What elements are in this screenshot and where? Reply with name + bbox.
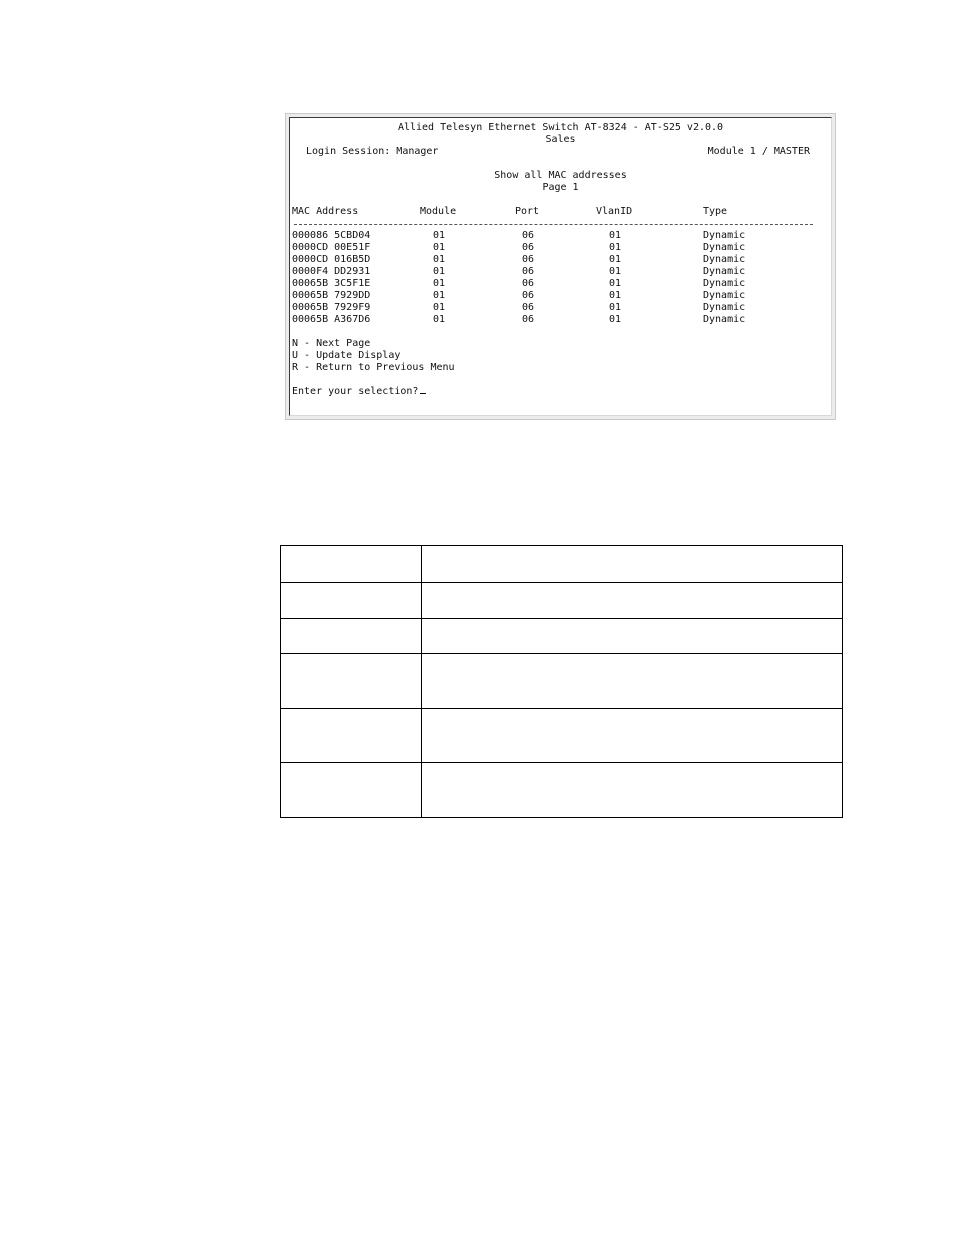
cell-type: Dynamic	[703, 266, 746, 277]
description-table	[280, 545, 843, 818]
cell-port: 06	[522, 302, 535, 313]
cell-mac-address: 0000CD 016B5D	[292, 254, 371, 265]
cell-mac-address: 00065B 7929DD	[292, 290, 371, 301]
cell-type: Dynamic	[703, 242, 746, 253]
cell-vlanid: 01	[609, 278, 622, 289]
cell-type: Dynamic	[703, 314, 746, 325]
cell-vlanid: 01	[609, 242, 622, 253]
table-row	[281, 654, 843, 709]
cell-mac-address: 000086 5CBD04	[292, 230, 371, 241]
table-cell-description	[422, 709, 843, 763]
column-header-module: Module	[420, 206, 457, 217]
table-row	[281, 763, 843, 818]
table-cell-label	[281, 654, 422, 709]
cell-type: Dynamic	[703, 302, 746, 313]
cell-port: 06	[522, 314, 535, 325]
cell-type: Dynamic	[703, 230, 746, 241]
cell-port: 06	[522, 230, 535, 241]
page-label: Page 1	[542, 182, 579, 193]
table-row	[281, 709, 843, 763]
column-header-mac-address: MAC Address	[292, 206, 359, 217]
cell-module: 01	[433, 290, 446, 301]
cell-module: 01	[433, 314, 446, 325]
cell-mac-address: 00065B 3C5F1E	[292, 278, 371, 289]
table-cell-description	[422, 546, 843, 583]
selection-prompt-text: Enter your selection?	[292, 386, 419, 397]
cell-module: 01	[433, 278, 446, 289]
cell-vlanid: 01	[609, 314, 622, 325]
option-next-page[interactable]: N - Next Page	[292, 338, 371, 349]
table-row	[281, 619, 843, 654]
cell-mac-address: 0000F4 DD2931	[292, 266, 371, 277]
cell-port: 06	[522, 254, 535, 265]
cell-mac-address: 00065B 7929F9	[292, 302, 371, 313]
table-row	[281, 583, 843, 619]
cell-vlanid: 01	[609, 266, 622, 277]
table-cell-description	[422, 619, 843, 654]
cell-type: Dynamic	[703, 278, 746, 289]
cell-mac-address: 00065B A367D6	[292, 314, 371, 325]
table-cell-label	[281, 619, 422, 654]
cell-vlanid: 01	[609, 230, 622, 241]
table-cell-description	[422, 763, 843, 818]
cell-port: 06	[522, 278, 535, 289]
cell-module: 01	[433, 266, 446, 277]
menu-title: Show all MAC addresses	[494, 170, 627, 181]
terminal-screen[interactable]	[289, 117, 832, 416]
cell-port: 06	[522, 242, 535, 253]
table-cell-description	[422, 583, 843, 619]
header-separator	[294, 224, 813, 225]
table-cell-description	[422, 654, 843, 709]
column-header-type: Type	[703, 206, 728, 217]
cell-module: 01	[433, 302, 446, 313]
column-header-port: Port	[515, 206, 540, 217]
terminal-window	[285, 113, 836, 420]
table-cell-label	[281, 583, 422, 619]
switch-title: Allied Telesyn Ethernet Switch AT-8324 - AT-S25 v2.0.0	[397, 122, 724, 133]
cell-port: 06	[522, 290, 535, 301]
cell-type: Dynamic	[703, 254, 746, 265]
cell-module: 01	[433, 254, 446, 265]
cell-vlanid: 01	[609, 290, 622, 301]
table-cell-label	[281, 546, 422, 583]
cell-module: 01	[433, 242, 446, 253]
cell-mac-address: 0000CD 00E51F	[292, 242, 371, 253]
option-update-display[interactable]: U - Update Display	[292, 350, 401, 361]
table-row	[281, 546, 843, 583]
cell-vlanid: 01	[609, 254, 622, 265]
text-cursor	[420, 393, 426, 394]
cell-type: Dynamic	[703, 290, 746, 301]
module-info: Module 1 / MASTER	[707, 146, 810, 157]
system-name: Sales	[545, 134, 576, 145]
cell-vlanid: 01	[609, 302, 622, 313]
column-header-vlanid: VlanID	[596, 206, 633, 217]
table-cell-label	[281, 709, 422, 763]
table-cell-label	[281, 763, 422, 818]
option-return-previous-menu[interactable]: R - Return to Previous Menu	[292, 362, 455, 373]
login-session: Login Session: Manager	[306, 146, 439, 157]
selection-prompt[interactable]	[292, 386, 426, 398]
cell-port: 06	[522, 266, 535, 277]
cell-module: 01	[433, 230, 446, 241]
